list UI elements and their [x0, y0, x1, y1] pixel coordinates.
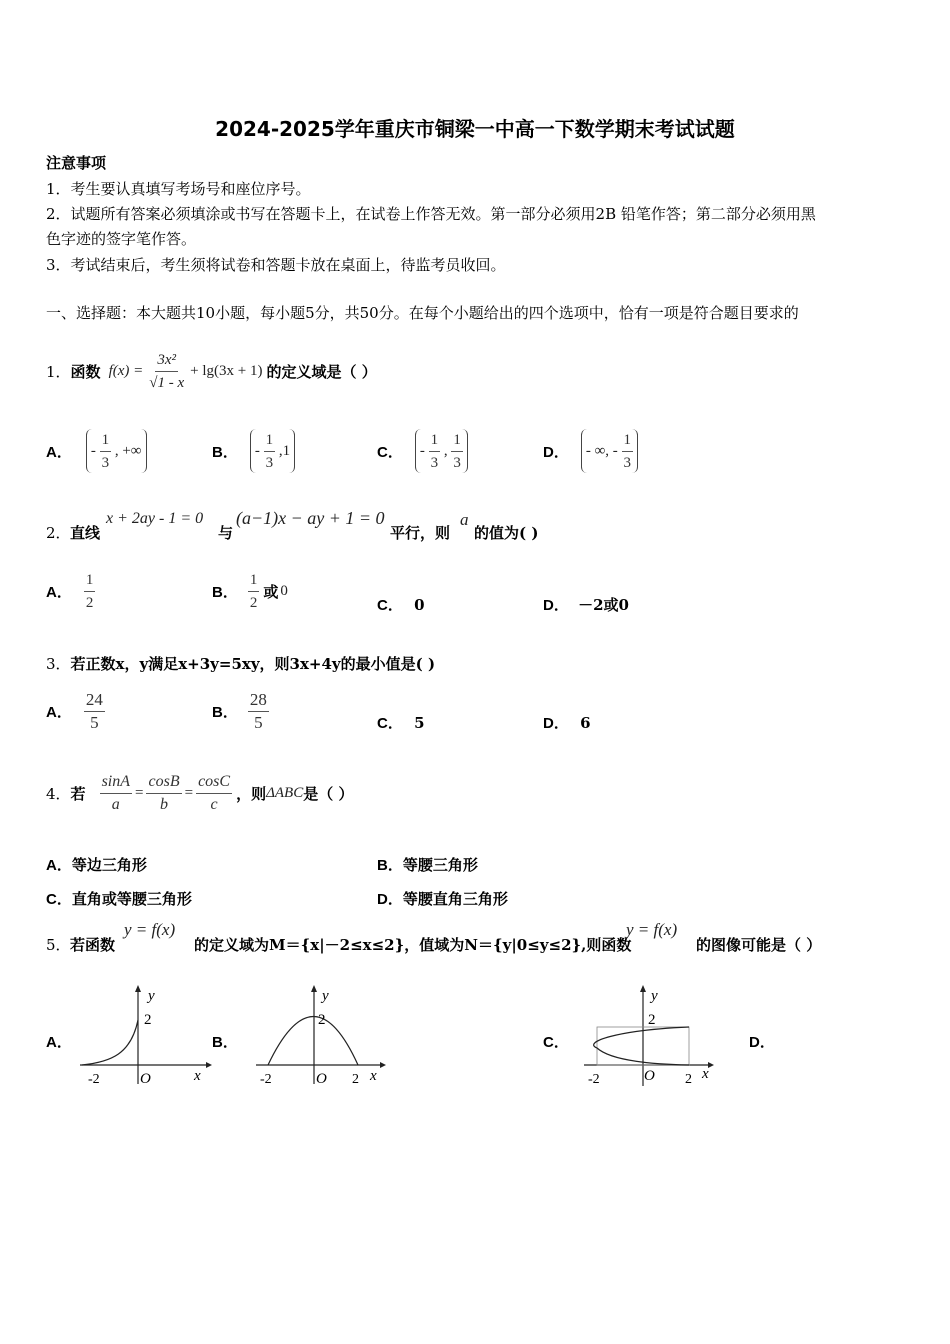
q3-number: 3． — [46, 655, 71, 673]
graph-c-curve — [594, 1027, 689, 1065]
q3-a-d: 5 — [90, 712, 99, 732]
q4-frac3 — [196, 771, 232, 816]
q1-d-n: 1 — [622, 429, 634, 452]
q1-b-right: ,1 — [278, 442, 291, 459]
graph-c-origin: O — [644, 1068, 655, 1084]
q1-denominator: √1 - x — [149, 374, 185, 391]
graph-c-x-arrow — [708, 1062, 714, 1068]
q5-fx-1: y = f(x) — [124, 920, 176, 939]
q2-option-d[interactable] — [543, 594, 629, 615]
q4-option-b[interactable] — [377, 854, 478, 875]
graph-b-pos2: 2 — [352, 1072, 359, 1087]
q4-eq1: = — [135, 784, 144, 801]
q4-option-d-label: D． — [377, 891, 403, 908]
q1-c-frac1 — [429, 429, 441, 474]
notice-item-2: 2．试题所有答案必须填涂或书写在答题卡上，在试卷上作答无效。第一部分必须用2B 铅笔作答；第二部分必须用黑 — [46, 205, 816, 223]
q3-option-a[interactable] — [46, 684, 105, 738]
q2-option-c[interactable] — [377, 594, 425, 615]
q3-option-d-label: D． — [543, 715, 569, 732]
q4-option-c-text: 直角或等腰三角形 — [71, 890, 192, 908]
graph-c-y-tick: 2 — [648, 1012, 656, 1028]
graph-b-y-tick: 2 — [318, 1012, 326, 1028]
q1-a-right: , +∞ — [114, 442, 142, 459]
q2-a-n: 1 — [84, 569, 96, 592]
q4-pre: 若 — [70, 784, 86, 803]
graph-a-x-label: x — [194, 1068, 201, 1084]
graph-b-y-label: y — [322, 988, 329, 1004]
q2-b-tail2: 0 — [280, 582, 288, 599]
q3-option-d[interactable] — [543, 712, 591, 733]
q4-option-d[interactable] — [377, 888, 508, 909]
q1-b-n: 1 — [264, 429, 276, 452]
q4-f1d: a — [111, 795, 120, 813]
q2-eq2: (a−1)x − ay + 1 = 0 — [236, 508, 385, 528]
graph-b-curve — [268, 1017, 358, 1066]
q2-option-b[interactable] — [212, 568, 288, 614]
q4-f2n: cosB — [146, 771, 181, 794]
question-4 — [46, 768, 353, 818]
q1-option-a[interactable] — [46, 428, 147, 474]
page-title: 2024-2025学年重庆市铜梁一中高一下数学期末考试试题 — [215, 117, 735, 141]
graph-a-neg2: -2 — [88, 1072, 100, 1087]
q5-option-b[interactable]: B． — [212, 1034, 238, 1051]
question-3 — [46, 653, 435, 674]
q4-triangle: ΔABC — [266, 784, 304, 801]
q5-fx-2: y = f(x) — [626, 920, 678, 939]
q2-option-a[interactable] — [46, 568, 95, 614]
q4-frac1 — [100, 771, 132, 816]
q1-b-frac — [264, 429, 276, 474]
q4-frac2 — [146, 771, 181, 816]
q1-option-c-expr — [415, 429, 468, 473]
q1-option-c-label: C． — [377, 443, 403, 461]
graph-b-neg2: -2 — [260, 1072, 272, 1087]
q2-option-c-label: C． — [377, 597, 403, 614]
q5-option-d[interactable]: D． — [749, 1034, 775, 1051]
q4-post1: ，则 — [236, 784, 267, 803]
question-5 — [46, 920, 926, 956]
q4-option-a-label: A． — [46, 857, 72, 874]
q3-a-frac — [84, 689, 105, 734]
q2-b-d: 2 — [249, 594, 258, 611]
graph-c-neg2: -2 — [588, 1072, 600, 1087]
q3-b-n: 28 — [248, 689, 269, 712]
q4-number: 4． — [46, 784, 71, 803]
q4-f3d: c — [210, 795, 218, 813]
q1-pre: 函数 — [70, 362, 101, 381]
q2-pre: 直线 — [70, 524, 101, 542]
q4-option-c-label: C． — [46, 891, 72, 908]
q5-graph-a[interactable] — [76, 982, 216, 1090]
q3-option-b-label: B． — [212, 703, 238, 721]
q1-option-a-label: A． — [46, 443, 72, 461]
q5-option-a[interactable]: A． — [46, 1034, 72, 1051]
q4-option-a[interactable] — [46, 854, 147, 875]
graph-c-y-label: y — [651, 988, 658, 1004]
q1-d-d: 3 — [623, 455, 632, 471]
q1-c-frac2 — [451, 429, 463, 474]
q2-post2: 的值为( ) — [474, 524, 539, 542]
graph-c-y-arrow — [640, 985, 646, 992]
q4-f1n: sinA — [100, 771, 132, 794]
graph-a-x-arrow — [206, 1062, 212, 1068]
notice-item-3: 3．考试结束后，考生须将试卷和答题卡放在桌面上，待监考员收回。 — [46, 256, 506, 274]
q1-a-frac — [100, 429, 112, 474]
q2-option-d-text: －2或0 — [578, 596, 629, 614]
q1-fraction — [147, 349, 186, 394]
graph-c-x-label: x — [702, 1066, 709, 1082]
q2-a-frac — [84, 569, 96, 614]
q1-c-left: - — [419, 442, 425, 459]
section-heading: 一、选择题：本大题共10小题，每小题5分，共50分。在每个小题给出的四个选项中，恰有一项是符合题目要求的 — [46, 304, 799, 322]
graph-b-x-arrow — [380, 1062, 386, 1068]
q5-post: 的图像可能是（ ） — [696, 936, 822, 954]
graph-b-y-arrow — [311, 985, 317, 992]
q4-option-b-label: B． — [377, 857, 403, 874]
graph-a-y-tick: 2 — [144, 1012, 152, 1028]
question-1 — [46, 346, 377, 396]
notice-heading: 注意事项 — [46, 154, 107, 172]
q4-option-b-text: 等腰三角形 — [402, 856, 478, 874]
q5-pre: 若函数 — [70, 936, 116, 954]
q2-a-d: 2 — [85, 594, 94, 611]
q3-option-c-text: 5 — [414, 714, 425, 732]
q1-option-d-label: D． — [543, 443, 569, 461]
q4-f3n: cosC — [196, 771, 232, 794]
q4-eq2: = — [184, 784, 194, 801]
q2-option-a-label: A． — [46, 583, 72, 601]
q5-graph-b[interactable] — [252, 982, 392, 1090]
q3-option-d-text: 6 — [580, 714, 591, 732]
q1-option-b-expr — [250, 429, 295, 473]
q1-a-n: 1 — [100, 429, 112, 452]
q3-b-frac — [248, 689, 269, 734]
q2-number: 2． — [46, 524, 71, 542]
q2-option-c-text: 0 — [414, 596, 425, 614]
q1-d-left: - ∞, - — [585, 442, 618, 459]
q4-post2: 是（ ） — [303, 784, 354, 803]
graph-a-y-label: y — [148, 988, 155, 1004]
q1-b-d: 3 — [265, 455, 274, 471]
graph-a-origin: O — [140, 1071, 151, 1087]
q1-f: f(x) = — [108, 362, 144, 379]
q1-tail: + lg(3x + 1) — [190, 362, 263, 379]
q1-c-n2: 1 — [451, 429, 463, 452]
notice-item-2-cont: 色字迹的签字笔作答。 — [46, 230, 197, 248]
q2-option-b-label: B． — [212, 583, 238, 601]
q1-option-a-expr — [86, 429, 147, 473]
q1-c-d: 3 — [430, 455, 439, 471]
q1-c-n: 1 — [429, 429, 441, 452]
q1-numerator: 3x² — [155, 349, 178, 372]
q3-option-c[interactable] — [377, 712, 425, 733]
q1-number: 1． — [46, 362, 71, 381]
q2-post1: 平行，则 — [390, 524, 451, 542]
q1-option-b[interactable] — [212, 428, 295, 474]
q4-f2d: b — [160, 795, 169, 813]
q1-option-c[interactable] — [377, 428, 468, 474]
graph-c-pos2: 2 — [685, 1072, 692, 1087]
q5-graph-c[interactable] — [578, 982, 718, 1090]
q1-a-left: - — [90, 442, 96, 459]
notice-item-1: 1．考生要认真填写考场号和座位序号。 — [46, 180, 311, 198]
q2-option-d-label: D． — [543, 597, 569, 614]
q3-b-d: 5 — [254, 712, 263, 732]
q4-option-c[interactable] — [46, 888, 192, 909]
q1-b-left: - — [254, 442, 260, 459]
graph-a-y-arrow — [135, 985, 141, 992]
q3-text: 若正数x，y满足x+3y=5xy，则3x+4y的最小值是( ) — [70, 655, 436, 673]
q5-option-c[interactable]: C． — [543, 1034, 569, 1051]
q2-b-frac — [248, 569, 260, 614]
graph-a-curve — [82, 1020, 138, 1065]
q1-c-mid: , — [443, 442, 448, 459]
q2-var: a — [460, 510, 469, 529]
q1-d-frac — [622, 429, 634, 474]
q3-option-b[interactable] — [212, 684, 269, 738]
q1-option-d-expr — [581, 429, 638, 473]
q3-option-c-label: C． — [377, 715, 403, 732]
q2-b-tail: 或 — [263, 582, 279, 601]
q1-post: 的定义域是（ ） — [266, 362, 377, 381]
q1-option-b-label: B． — [212, 443, 238, 461]
question-2 — [46, 510, 926, 550]
q5-number: 5． — [46, 936, 71, 954]
q2-b-n: 1 — [248, 569, 260, 592]
graph-b-x-label: x — [370, 1068, 377, 1084]
q3-a-n: 24 — [84, 689, 105, 712]
q4-option-a-text: 等边三角形 — [71, 856, 147, 874]
q1-a-d: 3 — [101, 455, 110, 471]
q4-option-d-text: 等腰直角三角形 — [402, 890, 508, 908]
q2-eq1: x + 2ay - 1 = 0 — [106, 510, 204, 527]
q1-option-d[interactable] — [543, 428, 638, 474]
q1-c-d2: 3 — [453, 455, 461, 471]
q5-mid: 的定义域为M＝{x|－2≤x≤2}，值域为N＝{y|0≤y≤2},则函数 — [194, 936, 632, 954]
q2-mid: 与 — [218, 524, 234, 542]
graph-b-origin: O — [316, 1071, 327, 1087]
q3-option-a-label: A． — [46, 703, 72, 721]
